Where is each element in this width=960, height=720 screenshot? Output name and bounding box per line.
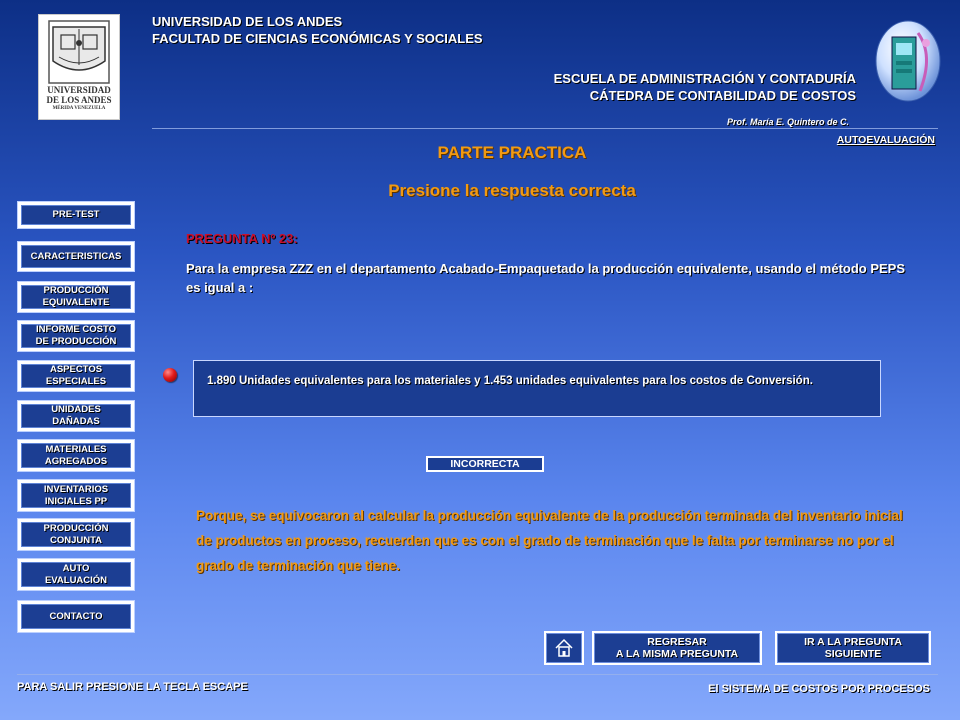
logo-line-2: DE LOS ANDES — [46, 95, 112, 105]
answer-bullet-icon[interactable] — [163, 368, 177, 382]
university-logo — [38, 14, 120, 120]
sidebar-item-unidades-danadas[interactable] — [17, 400, 135, 432]
home-button[interactable] — [544, 631, 584, 665]
verdict-label: INCORRECTA — [428, 458, 542, 470]
sidebar-item-label: MATERIALES AGREGADOS — [21, 443, 131, 468]
logo-line-1: UNIVERSIDAD — [47, 85, 111, 95]
next-question-button[interactable] — [775, 631, 931, 665]
exit-hint: PARA SALIR PRESIONE LA TECLA ESCAPE — [17, 681, 248, 693]
sidebar-item-caracteristicas[interactable] — [17, 241, 135, 272]
chair-name: CÁTEDRA DE CONTABILIDAD DE COSTOS — [589, 88, 856, 103]
sidebar-item-pre-test[interactable] — [17, 201, 135, 229]
sidebar-item-informe-costo[interactable] — [17, 320, 135, 352]
verdict-badge — [426, 456, 544, 472]
sidebar-item-auto-evaluacion[interactable] — [17, 558, 135, 591]
sidebar-item-produccion-equivalente[interactable] — [17, 281, 135, 313]
sidebar-item-label: INFORME COSTO DE PRODUCCIÓN — [21, 324, 131, 348]
sidebar-item-label: ASPECTOS ESPECIALES — [21, 364, 131, 388]
sidebar-item-aspectos-especiales[interactable] — [17, 360, 135, 392]
question-label: PREGUNTA Nº 23: — [186, 231, 298, 246]
question-text: Para la empresa ZZZ en el departamento Acabado-Empaquetado la producción equivalente, usando el método PEPS es igual a : — [186, 261, 906, 295]
system-name: El SISTEMA DE COSTOS POR PROCESOS — [708, 683, 930, 695]
sidebar-item-label: CARACTERISTICAS — [21, 245, 131, 268]
sidebar-item-label: PRODUCCIÓN CONJUNTA — [21, 522, 131, 547]
home-icon — [553, 637, 575, 659]
answer-option[interactable] — [193, 360, 881, 417]
page-subtitle: Presione la respuesta correcta — [388, 181, 636, 200]
sidebar-item-label: PRE-TEST — [21, 205, 131, 225]
back-button-label: REGRESAR A LA MISMA PREGUNTA — [594, 633, 760, 663]
header-divider — [152, 128, 938, 129]
sidebar-item-produccion-conjunta[interactable] — [17, 518, 135, 551]
page-title: PARTE PRACTICA — [437, 143, 587, 162]
sidebar-item-materiales-agregados[interactable] — [17, 439, 135, 472]
sidebar-item-label: AUTO EVALUACIÓN — [21, 562, 131, 587]
footer-divider — [17, 674, 938, 675]
sidebar-item-label: PRODUCCIÓN EQUIVALENTE — [21, 285, 131, 309]
logo-line-3: MÉRIDA VENEZUELA — [52, 106, 106, 111]
section-title: AUTOEVALUACIÓN — [836, 134, 935, 146]
sidebar-item-inventarios-iniciales[interactable] — [17, 479, 135, 512]
professor-name: Prof. María E. Quintero de C. — [726, 117, 849, 127]
answer-text: 1.890 Unidades equivalentes para los materiales y 1.453 unidades equivalentes para los costos de Conversión. — [207, 375, 813, 387]
explanation-text: Porque, se equivocaron al calcular la producción equivalente de la producción terminada del inventario inicial de productos en proceso, recuerden que es con el grado de terminación que le falta por terminarse no por el grado de terminación que tiene. — [196, 508, 903, 573]
sidebar-item-label: UNIDADES DAÑADAS — [21, 404, 131, 428]
back-to-question-button[interactable] — [592, 631, 762, 665]
next-button-label: IR A LA PREGUNTA SIGUIENTE — [777, 633, 929, 663]
sidebar-item-label: INVENTARIOS INICIALES PP — [21, 483, 131, 508]
sidebar-item-label: CONTACTO — [21, 604, 131, 629]
faculty-name: FACULTAD DE CIENCIAS ECONÓMICAS Y SOCIALES — [152, 31, 483, 46]
school-name: ESCUELA DE ADMINISTRACIÓN Y CONTADURÍA — [553, 71, 856, 86]
university-name: UNIVERSIDAD DE LOS ANDES — [152, 14, 343, 29]
computer-globe-icon — [872, 15, 944, 107]
sidebar-item-contacto[interactable] — [17, 600, 135, 633]
